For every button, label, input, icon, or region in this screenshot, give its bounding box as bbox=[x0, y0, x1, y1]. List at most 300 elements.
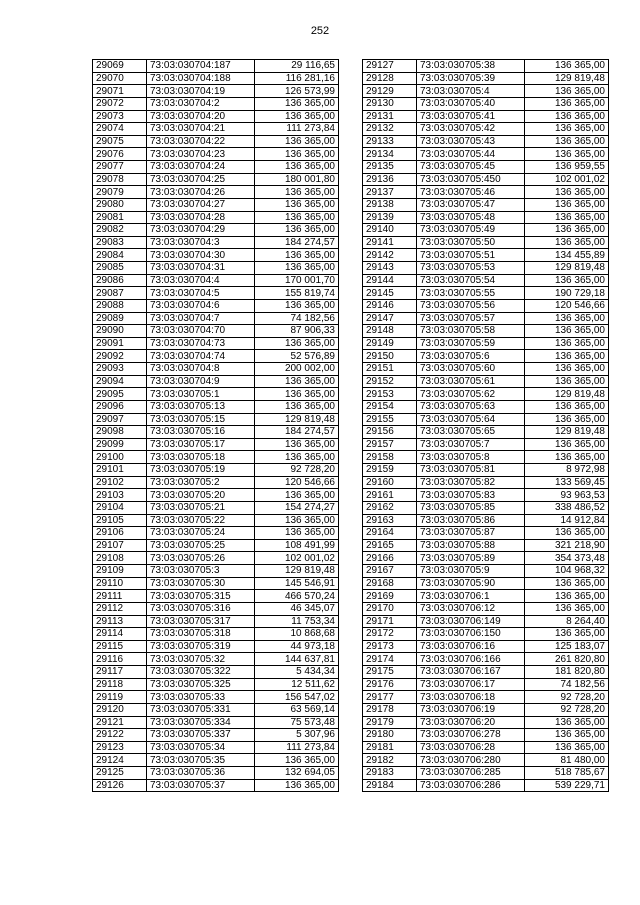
value-cell: 136 365,00 bbox=[525, 741, 609, 754]
table-row bbox=[93, 249, 339, 262]
table-row bbox=[93, 653, 339, 666]
row-number-cell: 29091 bbox=[93, 337, 147, 350]
row-number-cell: 29105 bbox=[93, 514, 147, 527]
value-cell: 125 183,07 bbox=[525, 640, 609, 653]
cadastral-number-cell: 73:03:030704:24 bbox=[147, 161, 255, 174]
value-cell: 129 819,48 bbox=[525, 262, 609, 275]
table-row bbox=[93, 224, 339, 237]
cadastral-number-cell: 73:03:030705:53 bbox=[417, 262, 525, 275]
value-cell: 74 182,56 bbox=[525, 678, 609, 691]
value-cell: 136 365,00 bbox=[525, 135, 609, 148]
row-number-cell: 29082 bbox=[93, 224, 147, 237]
cadastral-number-cell: 73:03:030705:32 bbox=[147, 653, 255, 666]
row-number-cell: 29184 bbox=[363, 779, 417, 792]
row-number-cell: 29114 bbox=[93, 628, 147, 641]
table-row bbox=[93, 678, 339, 691]
value-cell: 136 365,00 bbox=[525, 350, 609, 363]
cadastral-number-cell: 73:03:030705:34 bbox=[147, 741, 255, 754]
table-row bbox=[93, 337, 339, 350]
cadastral-number-cell: 73:03:030705:19 bbox=[147, 464, 255, 477]
table-row bbox=[93, 363, 339, 376]
value-cell: 144 637,81 bbox=[255, 653, 339, 666]
value-cell: 132 694,05 bbox=[255, 767, 339, 780]
cadastral-number-cell: 73:03:030704:20 bbox=[147, 110, 255, 123]
table-row bbox=[363, 426, 609, 439]
cadastral-number-cell: 73:03:030705:62 bbox=[417, 388, 525, 401]
value-cell: 136 365,00 bbox=[255, 375, 339, 388]
row-number-cell: 29079 bbox=[93, 186, 147, 199]
table-row bbox=[363, 501, 609, 514]
table-row bbox=[93, 262, 339, 275]
cadastral-number-cell: 73:03:030706:150 bbox=[417, 628, 525, 641]
value-cell: 136 365,00 bbox=[255, 299, 339, 312]
table-row bbox=[363, 464, 609, 477]
cadastral-number-cell: 73:03:030705:334 bbox=[147, 716, 255, 729]
row-number-cell: 29162 bbox=[363, 501, 417, 514]
value-cell: 136 365,00 bbox=[525, 602, 609, 615]
table-row bbox=[363, 514, 609, 527]
row-number-cell: 29075 bbox=[93, 135, 147, 148]
table-row bbox=[363, 767, 609, 780]
row-number-cell: 29136 bbox=[363, 173, 417, 186]
table-row bbox=[363, 527, 609, 540]
value-cell: 136 365,00 bbox=[525, 337, 609, 350]
row-number-cell: 29152 bbox=[363, 375, 417, 388]
row-number-cell: 29130 bbox=[363, 97, 417, 110]
row-number-cell: 29156 bbox=[363, 426, 417, 439]
table-row bbox=[363, 262, 609, 275]
cadastral-number-cell: 73:03:030706:19 bbox=[417, 703, 525, 716]
value-cell: 136 365,00 bbox=[525, 211, 609, 224]
value-cell: 8 972,98 bbox=[525, 464, 609, 477]
cadastral-number-cell: 73:03:030706:18 bbox=[417, 691, 525, 704]
row-number-cell: 29143 bbox=[363, 262, 417, 275]
value-cell: 539 229,71 bbox=[525, 779, 609, 792]
row-number-cell: 29120 bbox=[93, 703, 147, 716]
row-number-cell: 29177 bbox=[363, 691, 417, 704]
value-cell: 156 547,02 bbox=[255, 691, 339, 704]
table-row bbox=[363, 413, 609, 426]
cadastral-number-cell: 73:03:030705:33 bbox=[147, 691, 255, 704]
value-cell: 181 820,80 bbox=[525, 666, 609, 679]
table-row bbox=[93, 590, 339, 603]
table-row bbox=[93, 565, 339, 578]
table-row bbox=[93, 666, 339, 679]
cadastral-number-cell: 73:03:030704:28 bbox=[147, 211, 255, 224]
value-cell: 136 365,00 bbox=[525, 451, 609, 464]
cadastral-number-cell: 73:03:030705:61 bbox=[417, 375, 525, 388]
row-number-cell: 29166 bbox=[363, 552, 417, 565]
table-row bbox=[93, 691, 339, 704]
row-number-cell: 29129 bbox=[363, 85, 417, 98]
value-cell: 136 365,00 bbox=[525, 716, 609, 729]
value-cell: 81 480,00 bbox=[525, 754, 609, 767]
row-number-cell: 29073 bbox=[93, 110, 147, 123]
table-row bbox=[93, 426, 339, 439]
table-row bbox=[93, 148, 339, 161]
cadastral-number-cell: 73:03:030706:20 bbox=[417, 716, 525, 729]
table-row bbox=[93, 476, 339, 489]
table-row bbox=[93, 135, 339, 148]
row-number-cell: 29168 bbox=[363, 577, 417, 590]
right-data-table bbox=[362, 59, 609, 792]
value-cell: 184 274,57 bbox=[255, 236, 339, 249]
table-row bbox=[93, 236, 339, 249]
row-number-cell: 29087 bbox=[93, 287, 147, 300]
value-cell: 108 491,99 bbox=[255, 539, 339, 552]
cadastral-number-cell: 73:03:030704:187 bbox=[147, 60, 255, 73]
cadastral-number-cell: 73:03:030705:450 bbox=[417, 173, 525, 186]
row-number-cell: 29153 bbox=[363, 388, 417, 401]
value-cell: 155 819,74 bbox=[255, 287, 339, 300]
value-cell: 75 573,48 bbox=[255, 716, 339, 729]
row-number-cell: 29125 bbox=[93, 767, 147, 780]
table-row bbox=[363, 590, 609, 603]
table-row bbox=[363, 211, 609, 224]
value-cell: 136 365,00 bbox=[255, 135, 339, 148]
row-number-cell: 29138 bbox=[363, 198, 417, 211]
cadastral-number-cell: 73:03:030704:9 bbox=[147, 375, 255, 388]
row-number-cell: 29104 bbox=[93, 501, 147, 514]
row-number-cell: 29179 bbox=[363, 716, 417, 729]
row-number-cell: 29090 bbox=[93, 325, 147, 338]
table-row bbox=[93, 123, 339, 136]
row-number-cell: 29076 bbox=[93, 148, 147, 161]
value-cell: 136 365,00 bbox=[255, 388, 339, 401]
cadastral-number-cell: 73:03:030704:22 bbox=[147, 135, 255, 148]
row-number-cell: 29155 bbox=[363, 413, 417, 426]
value-cell: 154 274,27 bbox=[255, 501, 339, 514]
table-row bbox=[93, 350, 339, 363]
value-cell: 136 365,00 bbox=[525, 628, 609, 641]
table-row bbox=[363, 60, 609, 73]
row-number-cell: 29070 bbox=[93, 72, 147, 85]
table-row bbox=[363, 198, 609, 211]
value-cell: 87 906,33 bbox=[255, 325, 339, 338]
row-number-cell: 29097 bbox=[93, 413, 147, 426]
page-number: 252 bbox=[310, 25, 330, 37]
value-cell: 136 365,00 bbox=[255, 211, 339, 224]
row-number-cell: 29170 bbox=[363, 602, 417, 615]
row-number-cell: 29163 bbox=[363, 514, 417, 527]
table-row bbox=[363, 539, 609, 552]
row-number-cell: 29148 bbox=[363, 325, 417, 338]
cadastral-number-cell: 73:03:030705:89 bbox=[417, 552, 525, 565]
value-cell: 136 365,00 bbox=[255, 161, 339, 174]
row-number-cell: 29123 bbox=[93, 741, 147, 754]
table-row bbox=[363, 653, 609, 666]
cadastral-number-cell: 73:03:030705:37 bbox=[147, 779, 255, 792]
table-row bbox=[363, 388, 609, 401]
cadastral-number-cell: 73:03:030705:1 bbox=[147, 388, 255, 401]
value-cell: 136 365,00 bbox=[525, 85, 609, 98]
value-cell: 136 365,00 bbox=[525, 312, 609, 325]
table-row bbox=[93, 299, 339, 312]
cadastral-number-cell: 73:03:030705:318 bbox=[147, 628, 255, 641]
table-row bbox=[363, 236, 609, 249]
table-row bbox=[93, 552, 339, 565]
value-cell: 518 785,67 bbox=[525, 767, 609, 780]
table-row bbox=[93, 451, 339, 464]
row-number-cell: 29100 bbox=[93, 451, 147, 464]
row-number-cell: 29172 bbox=[363, 628, 417, 641]
table-row bbox=[363, 703, 609, 716]
row-number-cell: 29140 bbox=[363, 224, 417, 237]
cadastral-number-cell: 73:03:030706:285 bbox=[417, 767, 525, 780]
cadastral-number-cell: 73:03:030705:25 bbox=[147, 539, 255, 552]
row-number-cell: 29074 bbox=[93, 123, 147, 136]
cadastral-number-cell: 73:03:030704:3 bbox=[147, 236, 255, 249]
cadastral-number-cell: 73:03:030706:280 bbox=[417, 754, 525, 767]
cadastral-number-cell: 73:03:030705:56 bbox=[417, 299, 525, 312]
cadastral-number-cell: 73:03:030705:41 bbox=[417, 110, 525, 123]
row-number-cell: 29083 bbox=[93, 236, 147, 249]
cadastral-number-cell: 73:03:030706:149 bbox=[417, 615, 525, 628]
value-cell: 46 345,07 bbox=[255, 602, 339, 615]
cadastral-number-cell: 73:03:030705:22 bbox=[147, 514, 255, 527]
row-number-cell: 29085 bbox=[93, 262, 147, 275]
value-cell: 116 281,16 bbox=[255, 72, 339, 85]
cadastral-number-cell: 73:03:030705:47 bbox=[417, 198, 525, 211]
cadastral-number-cell: 73:03:030705:35 bbox=[147, 754, 255, 767]
table-row bbox=[363, 779, 609, 792]
table-row bbox=[93, 287, 339, 300]
value-cell: 29 116,65 bbox=[255, 60, 339, 73]
row-number-cell: 29169 bbox=[363, 590, 417, 603]
cadastral-number-cell: 73:03:030704:5 bbox=[147, 287, 255, 300]
cadastral-number-cell: 73:03:030705:60 bbox=[417, 363, 525, 376]
value-cell: 129 819,48 bbox=[525, 388, 609, 401]
row-number-cell: 29072 bbox=[93, 97, 147, 110]
row-number-cell: 29107 bbox=[93, 539, 147, 552]
value-cell: 10 868,68 bbox=[255, 628, 339, 641]
table-row bbox=[363, 148, 609, 161]
row-number-cell: 29116 bbox=[93, 653, 147, 666]
table-row bbox=[363, 438, 609, 451]
cadastral-number-cell: 73:03:030705:90 bbox=[417, 577, 525, 590]
cadastral-number-cell: 73:03:030705:16 bbox=[147, 426, 255, 439]
cadastral-number-cell: 73:03:030706:16 bbox=[417, 640, 525, 653]
value-cell: 184 274,57 bbox=[255, 426, 339, 439]
value-cell: 136 365,00 bbox=[255, 400, 339, 413]
value-cell: 136 365,00 bbox=[255, 198, 339, 211]
cadastral-number-cell: 73:03:030705:17 bbox=[147, 438, 255, 451]
value-cell: 180 001,80 bbox=[255, 173, 339, 186]
table-row bbox=[363, 287, 609, 300]
cadastral-number-cell: 73:03:030706:167 bbox=[417, 666, 525, 679]
row-number-cell: 29161 bbox=[363, 489, 417, 502]
row-number-cell: 29149 bbox=[363, 337, 417, 350]
value-cell: 136 365,00 bbox=[525, 110, 609, 123]
row-number-cell: 29173 bbox=[363, 640, 417, 653]
cadastral-number-cell: 73:03:030705:44 bbox=[417, 148, 525, 161]
value-cell: 190 729,18 bbox=[525, 287, 609, 300]
row-number-cell: 29084 bbox=[93, 249, 147, 262]
value-cell: 111 273,84 bbox=[255, 123, 339, 136]
row-number-cell: 29124 bbox=[93, 754, 147, 767]
table-row bbox=[93, 325, 339, 338]
table-row bbox=[93, 602, 339, 615]
value-cell: 11 753,34 bbox=[255, 615, 339, 628]
value-cell: 92 728,20 bbox=[255, 464, 339, 477]
cadastral-number-cell: 73:03:030704:2 bbox=[147, 97, 255, 110]
row-number-cell: 29146 bbox=[363, 299, 417, 312]
cadastral-number-cell: 73:03:030704:188 bbox=[147, 72, 255, 85]
cadastral-number-cell: 73:03:030705:21 bbox=[147, 501, 255, 514]
cadastral-number-cell: 73:03:030705:322 bbox=[147, 666, 255, 679]
row-number-cell: 29118 bbox=[93, 678, 147, 691]
value-cell: 338 486,52 bbox=[525, 501, 609, 514]
table-row bbox=[93, 703, 339, 716]
row-number-cell: 29069 bbox=[93, 60, 147, 73]
row-number-cell: 29117 bbox=[93, 666, 147, 679]
row-number-cell: 29176 bbox=[363, 678, 417, 691]
table-row bbox=[363, 110, 609, 123]
value-cell: 14 912,84 bbox=[525, 514, 609, 527]
table-row bbox=[93, 198, 339, 211]
value-cell: 136 959,55 bbox=[525, 161, 609, 174]
value-cell: 102 001,02 bbox=[255, 552, 339, 565]
cadastral-number-cell: 73:03:030705:2 bbox=[147, 476, 255, 489]
row-number-cell: 29160 bbox=[363, 476, 417, 489]
table-row bbox=[93, 464, 339, 477]
row-number-cell: 29183 bbox=[363, 767, 417, 780]
cadastral-number-cell: 73:03:030704:30 bbox=[147, 249, 255, 262]
table-row bbox=[363, 72, 609, 85]
value-cell: 136 365,00 bbox=[525, 729, 609, 742]
table-row bbox=[93, 97, 339, 110]
cadastral-number-cell: 73:03:030704:7 bbox=[147, 312, 255, 325]
cadastral-number-cell: 73:03:030704:70 bbox=[147, 325, 255, 338]
table-row bbox=[363, 312, 609, 325]
table-row bbox=[93, 729, 339, 742]
cadastral-number-cell: 73:03:030705:81 bbox=[417, 464, 525, 477]
table-row bbox=[93, 489, 339, 502]
row-number-cell: 29144 bbox=[363, 274, 417, 287]
row-number-cell: 29106 bbox=[93, 527, 147, 540]
row-number-cell: 29080 bbox=[93, 198, 147, 211]
cadastral-number-cell: 73:03:030705:6 bbox=[417, 350, 525, 363]
table-row bbox=[93, 527, 339, 540]
row-number-cell: 29182 bbox=[363, 754, 417, 767]
value-cell: 136 365,00 bbox=[255, 438, 339, 451]
value-cell: 136 365,00 bbox=[525, 413, 609, 426]
table-row bbox=[93, 72, 339, 85]
value-cell: 136 365,00 bbox=[255, 754, 339, 767]
value-cell: 136 365,00 bbox=[525, 590, 609, 603]
value-cell: 129 819,48 bbox=[255, 565, 339, 578]
value-cell: 136 365,00 bbox=[525, 60, 609, 73]
cadastral-number-cell: 73:03:030705:325 bbox=[147, 678, 255, 691]
cadastral-number-cell: 73:03:030705:58 bbox=[417, 325, 525, 338]
cadastral-number-cell: 73:03:030704:19 bbox=[147, 85, 255, 98]
row-number-cell: 29098 bbox=[93, 426, 147, 439]
cadastral-number-cell: 73:03:030705:49 bbox=[417, 224, 525, 237]
value-cell: 136 365,00 bbox=[255, 148, 339, 161]
value-cell: 136 365,00 bbox=[525, 274, 609, 287]
row-number-cell: 29142 bbox=[363, 249, 417, 262]
table-row bbox=[93, 615, 339, 628]
value-cell: 466 570,24 bbox=[255, 590, 339, 603]
table-row bbox=[363, 577, 609, 590]
row-number-cell: 29109 bbox=[93, 565, 147, 578]
value-cell: 136 365,00 bbox=[255, 249, 339, 262]
value-cell: 44 973,18 bbox=[255, 640, 339, 653]
value-cell: 136 365,00 bbox=[255, 262, 339, 275]
value-cell: 145 546,91 bbox=[255, 577, 339, 590]
cadastral-number-cell: 73:03:030705:43 bbox=[417, 135, 525, 148]
table-row bbox=[363, 754, 609, 767]
cadastral-number-cell: 73:03:030705:85 bbox=[417, 501, 525, 514]
cadastral-number-cell: 73:03:030705:86 bbox=[417, 514, 525, 527]
cadastral-number-cell: 73:03:030705:337 bbox=[147, 729, 255, 742]
row-number-cell: 29132 bbox=[363, 123, 417, 136]
value-cell: 136 365,00 bbox=[525, 186, 609, 199]
cadastral-number-cell: 73:03:030705:46 bbox=[417, 186, 525, 199]
row-number-cell: 29088 bbox=[93, 299, 147, 312]
left-table-body bbox=[93, 60, 339, 792]
table-row bbox=[363, 451, 609, 464]
value-cell: 200 002,00 bbox=[255, 363, 339, 376]
table-row bbox=[363, 691, 609, 704]
table-row bbox=[93, 110, 339, 123]
row-number-cell: 29137 bbox=[363, 186, 417, 199]
cadastral-number-cell: 73:03:030705:4 bbox=[417, 85, 525, 98]
cadastral-number-cell: 73:03:030705:88 bbox=[417, 539, 525, 552]
value-cell: 134 455,89 bbox=[525, 249, 609, 262]
row-number-cell: 29147 bbox=[363, 312, 417, 325]
row-number-cell: 29113 bbox=[93, 615, 147, 628]
row-number-cell: 29093 bbox=[93, 363, 147, 376]
table-row bbox=[363, 274, 609, 287]
table-row bbox=[363, 224, 609, 237]
value-cell: 92 728,20 bbox=[525, 691, 609, 704]
value-cell: 120 546,66 bbox=[255, 476, 339, 489]
value-cell: 136 365,00 bbox=[525, 577, 609, 590]
cadastral-number-cell: 73:03:030706:28 bbox=[417, 741, 525, 754]
value-cell: 8 264,40 bbox=[525, 615, 609, 628]
cadastral-number-cell: 73:03:030705:3 bbox=[147, 565, 255, 578]
row-number-cell: 29077 bbox=[93, 161, 147, 174]
table-row bbox=[93, 211, 339, 224]
cadastral-number-cell: 73:03:030705:39 bbox=[417, 72, 525, 85]
row-number-cell: 29089 bbox=[93, 312, 147, 325]
table-row bbox=[363, 161, 609, 174]
row-number-cell: 29181 bbox=[363, 741, 417, 754]
row-number-cell: 29178 bbox=[363, 703, 417, 716]
value-cell: 136 365,00 bbox=[525, 325, 609, 338]
row-number-cell: 29167 bbox=[363, 565, 417, 578]
cadastral-number-cell: 73:03:030705:30 bbox=[147, 577, 255, 590]
row-number-cell: 29133 bbox=[363, 135, 417, 148]
table-row bbox=[363, 350, 609, 363]
row-number-cell: 29175 bbox=[363, 666, 417, 679]
value-cell: 126 573,99 bbox=[255, 85, 339, 98]
value-cell: 129 819,48 bbox=[255, 413, 339, 426]
table-row bbox=[363, 602, 609, 615]
value-cell: 5 434,34 bbox=[255, 666, 339, 679]
cadastral-number-cell: 73:03:030705:18 bbox=[147, 451, 255, 464]
value-cell: 136 365,00 bbox=[255, 186, 339, 199]
table-row bbox=[93, 375, 339, 388]
table-row bbox=[93, 173, 339, 186]
cadastral-number-cell: 73:03:030705:42 bbox=[417, 123, 525, 136]
value-cell: 52 576,89 bbox=[255, 350, 339, 363]
row-number-cell: 29157 bbox=[363, 438, 417, 451]
value-cell: 170 001,70 bbox=[255, 274, 339, 287]
table-row bbox=[363, 173, 609, 186]
row-number-cell: 29099 bbox=[93, 438, 147, 451]
